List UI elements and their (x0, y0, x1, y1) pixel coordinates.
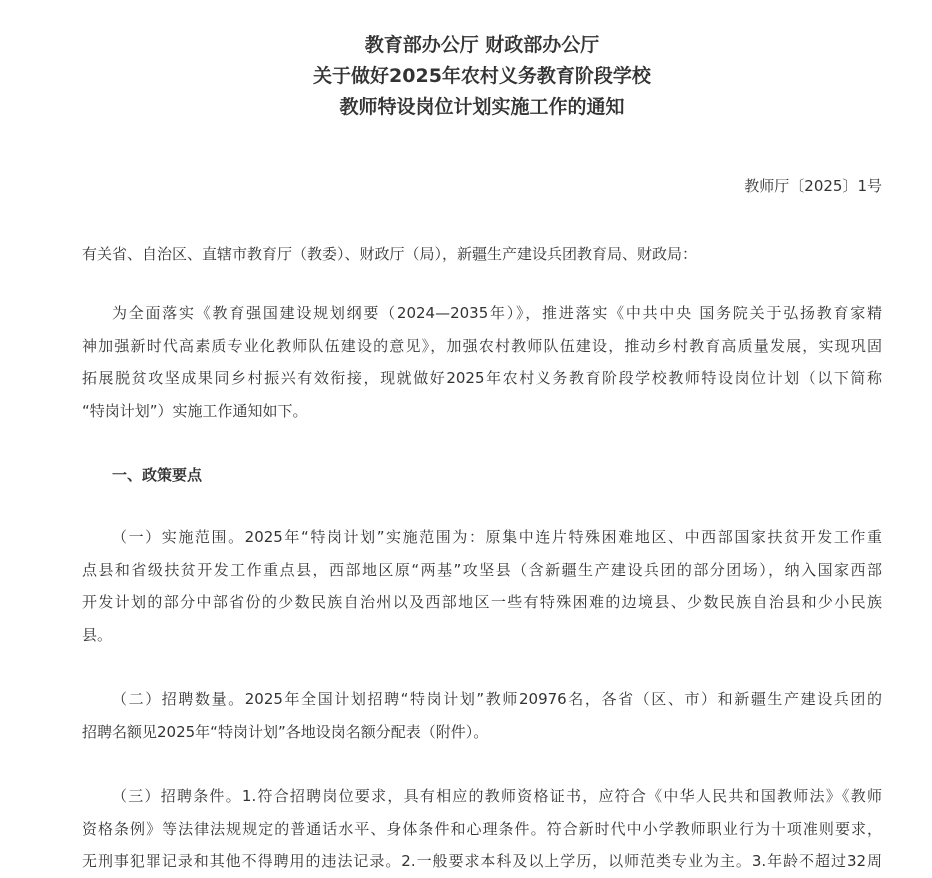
paragraph-requirements (82, 780, 882, 878)
quota-line: 招聘名额见2025年“特岗计划”各地设岗名额分配表（附件）。 (82, 722, 489, 741)
scope-line: 县。 (82, 625, 113, 644)
title-subject-line-1: 关于做好2025年农村义务教育阶段学校 (313, 65, 651, 87)
section-heading-policy-points: 一、政策要点 (112, 466, 203, 484)
title-subject-line-2: 教师特设岗位计划实施工作的通知 (339, 96, 625, 118)
intro-line: 拓展脱贫攻坚成果同乡村振兴有效衔接，现就做好2025年农村义务教育阶段学校教师特设岗位计划（以下简称 (82, 369, 882, 387)
scope-line: 开发计划的部分中部省份的少数民族自治州以及西部地区一些有特殊困难的边境县、少数民族自治县和少小民族 (82, 593, 882, 611)
addressee: 有关省、自治区、直辖市教育厅（教委）、财政厅（局），新疆生产建设兵团教育局、财政局： (82, 245, 698, 263)
document-number: 教师厅〔2025〕1号 (744, 177, 882, 195)
quota-line: （二）招聘数量。2025年全国计划招聘“特岗计划”教师20976名，各省（区、市）和新疆生产建设兵团的 (112, 690, 882, 708)
intro-line: 为全面落实《教育强国建设规划纲要（2024—2035年）》，推进落实《中共中央 国务院关于弘扬教育家精 (112, 304, 882, 322)
intro-paragraph (82, 297, 882, 427)
title-issuer: 教育部办公厅 财政部办公厅 (364, 34, 600, 56)
paragraph-quota (82, 683, 882, 748)
requirements-line: （三）招聘条件。1.符合招聘岗位要求，具有相应的教师资格证书，应符合《中华人民共和国教师法》《教师 (112, 787, 882, 805)
paragraph-scope (82, 521, 882, 651)
scope-line: （一）实施范围。2025年“特岗计划”实施范围为：原集中连片特殊困难地区、中西部国家扶贫开发工作重 (112, 528, 882, 546)
requirements-line: 无刑事犯罪记录和其他不得聘用的违法记录。2.一般要求本科及以上学历，以师范类专业为主。3.年龄不超过32周 (82, 852, 882, 870)
intro-line: 神加强新时代高素质专业化教师队伍建设的意见》，加强农村教师队伍建设，推动乡村教育高质量发展，实现巩固 (82, 336, 882, 355)
document-title (82, 30, 882, 123)
scope-line: 点县和省级扶贫开发工作重点县，西部地区原“两基”攻坚县（含新疆生产建设兵团的部分团场），纳入国家西部 (82, 560, 882, 579)
requirements-line: 资格条例》等法律法规规定的普通话水平、身体条件和心理条件。符合新时代中小学教师职业行为十项准则要求， (82, 819, 882, 838)
intro-line: “特岗计划”）实施工作通知如下。 (82, 401, 308, 420)
